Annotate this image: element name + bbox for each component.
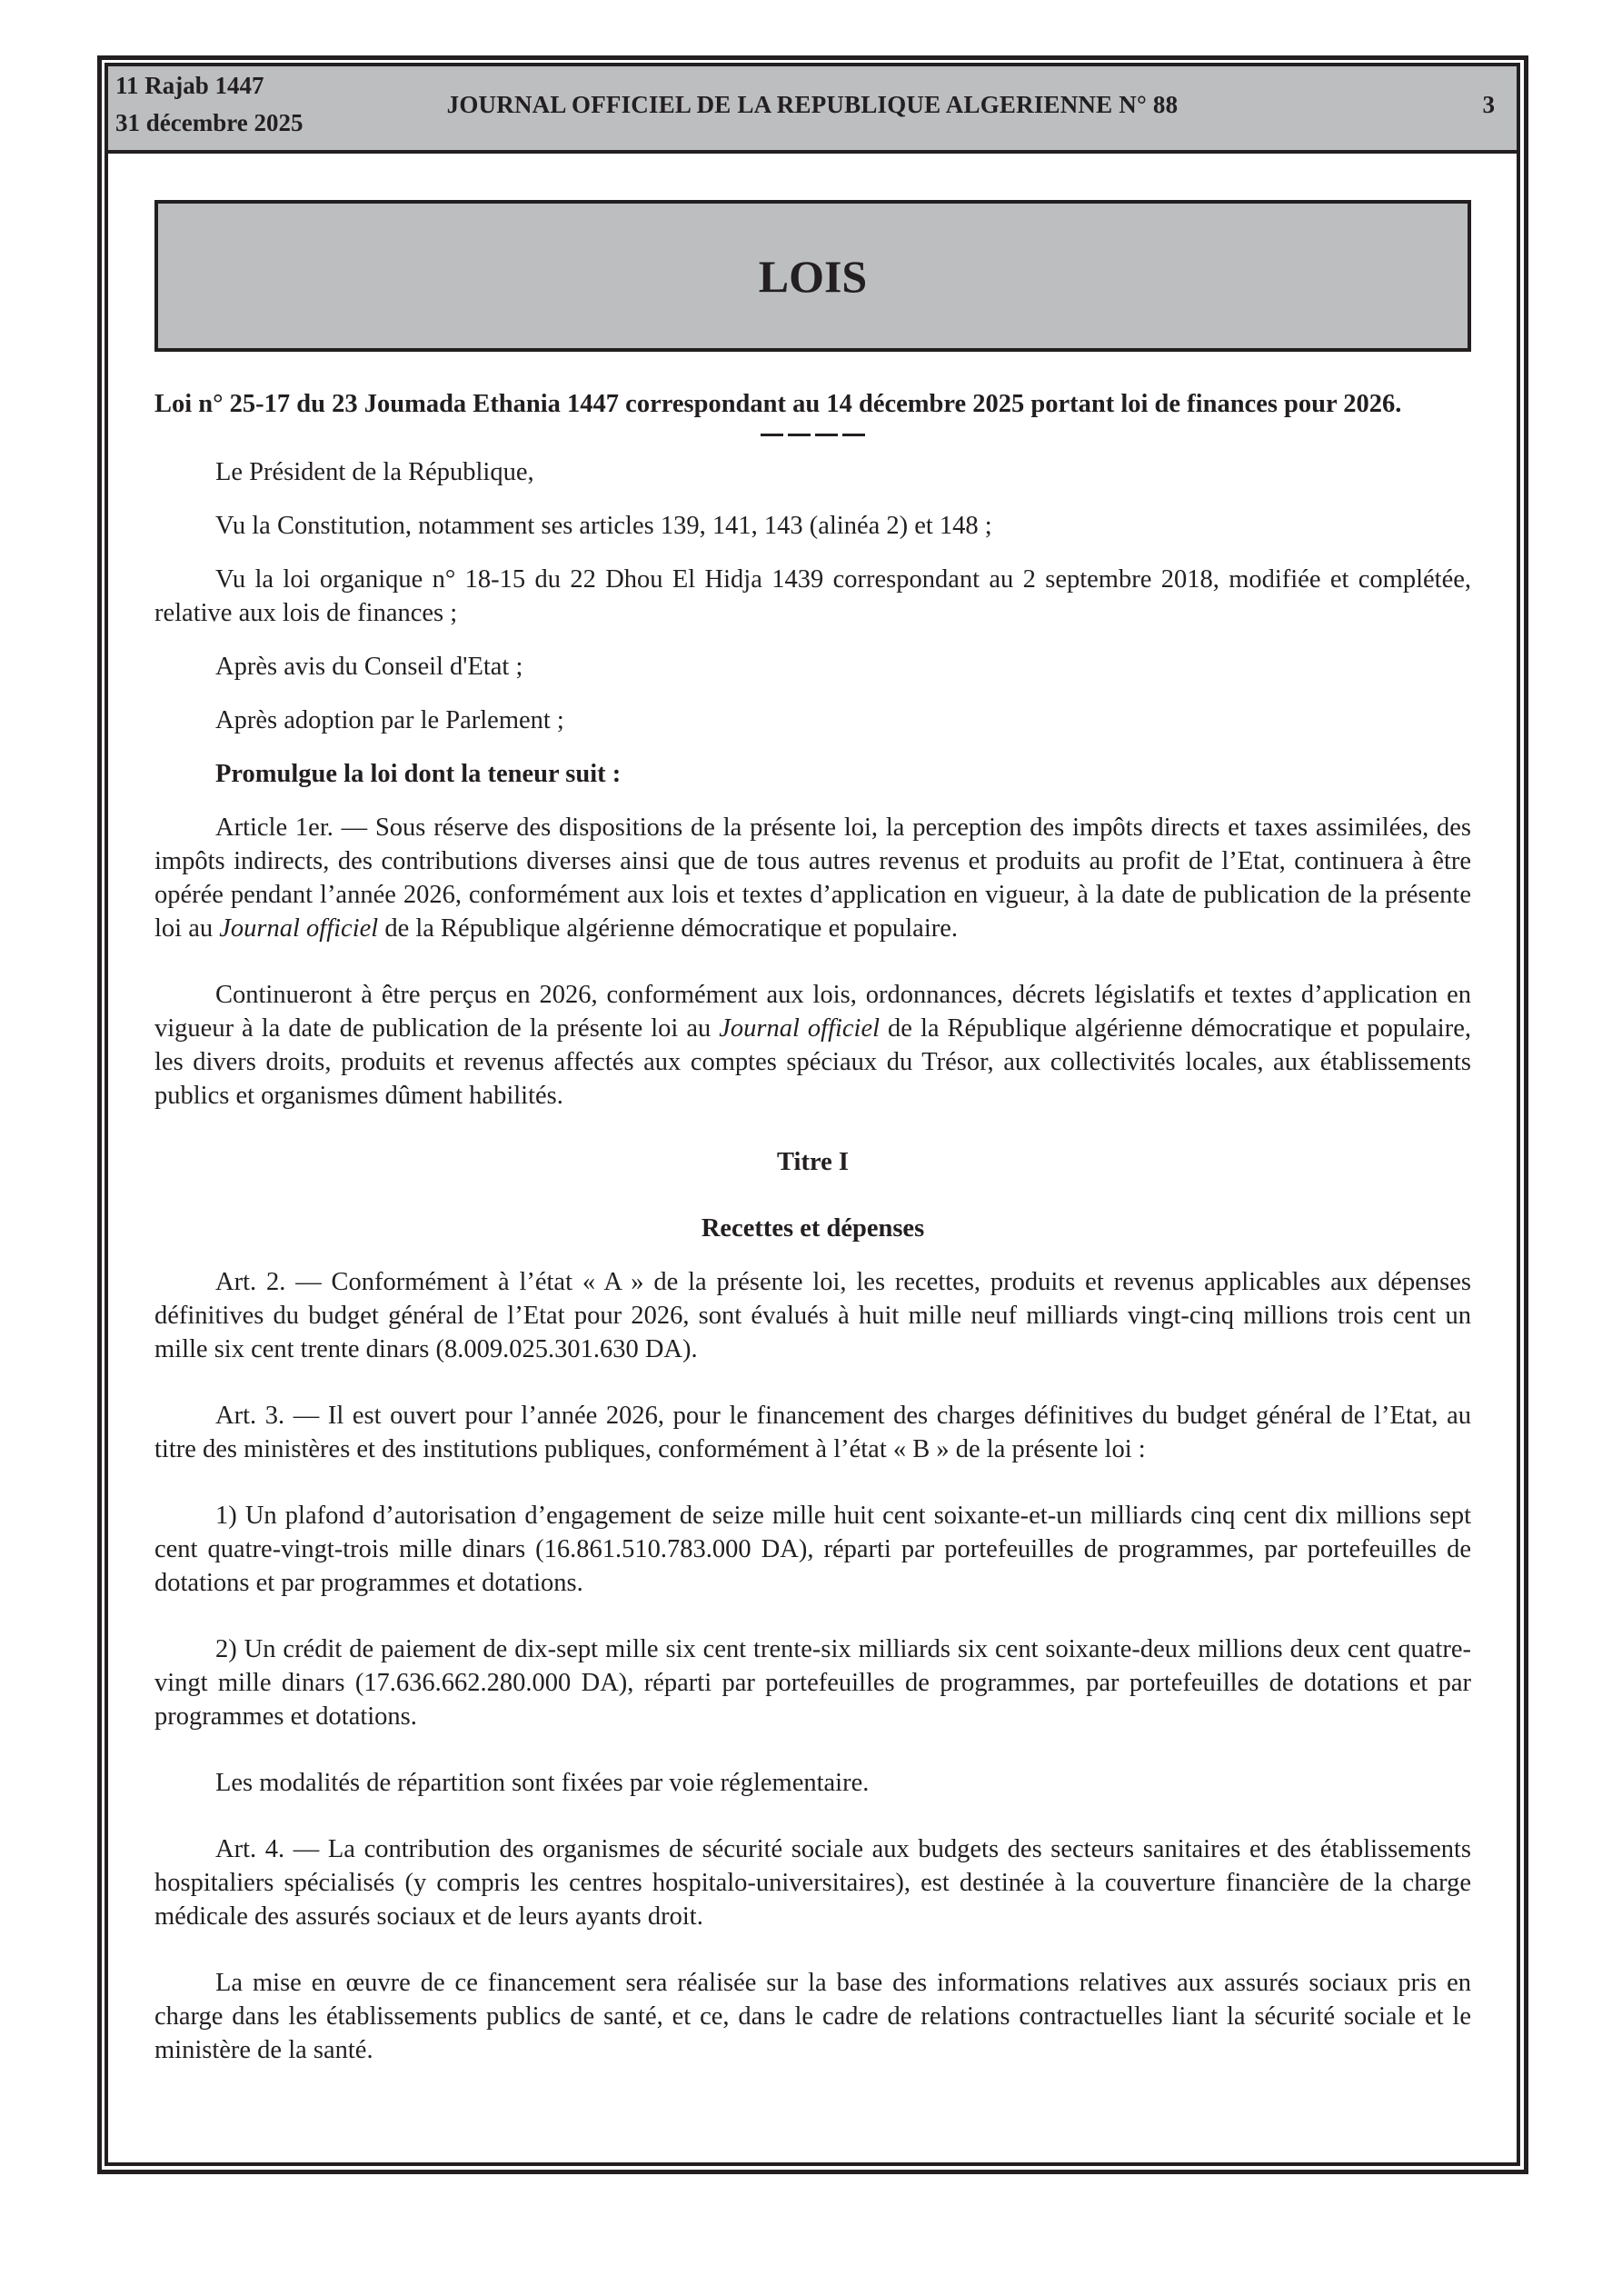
section-heading: LOIS [758, 250, 868, 302]
journal-officiel-italic: Journal officiel [219, 914, 379, 943]
journal-officiel-italic: Journal officiel [719, 1014, 881, 1043]
article-1-text: Article 1er. — Sous réserve des dispositions de la présente loi, la perception des impôts directs et taxes assimilées, des impôts indirects, des contributions diverses ainsi que de tous autres revenus et produits au profit de l’Etat, continuera à être opérée pendant l’année 2026, conformément aux lois et textes d’application en vigueur, à la date de publication de la présente loi au [154, 814, 1471, 943]
law-title: Loi n° 25-17 du 23 Joumada Ethania 1447 correspondant au 14 décembre 2025 portant loi de finances pour 2026. [154, 390, 1402, 418]
article-1-paragraph-2 [154, 978, 1471, 1113]
gregorian-date: 31 décembre 2025 [115, 109, 304, 136]
document-body [154, 387, 1471, 2067]
page-number: 3 [1482, 91, 1495, 118]
article-1-text-end: de la République algérienne démocratique et populaire. [378, 914, 959, 943]
titre-name: Recettes et dépenses [701, 1214, 925, 1243]
article-1-paragraph-1 [154, 811, 1471, 945]
article-4-paragraph-2: La mise en œuvre de ce financement sera réalisée sur la base des informations relatives aux assurés sociaux pris en charge dans les établissements publics de santé, et ce, dans le cadre de relations contractuelles liant la sécurité sociale et le ministère de la santé. [154, 1969, 1471, 2064]
preamble-president: Le Président de la République, [215, 458, 534, 486]
preamble-conseil-etat: Après avis du Conseil d'Etat ; [215, 653, 523, 681]
titre-number: Titre I [777, 1148, 849, 1176]
journal-title: JOURNAL OFFICIEL DE LA REPUBLIQUE ALGERIENNE N° 88 [446, 91, 1179, 118]
preamble-constitution: Vu la Constitution, notamment ses articles 139, 141, 143 (alinéa 2) et 148 ; [215, 512, 992, 540]
article-3-item-1: 1) Un plafond d’autorisation d’engagement de seize mille huit cent soixante-et-un milliards cinq cent dix millions sept cent quatre-vingt-trois mille dinars (16.861.510.783.000 DA), réparti par portefeuilles de programmes, par portefeuilles de dotations et par programmes et dotations. [154, 1502, 1471, 1597]
preamble-organic-law: Vu la loi organique n° 18-15 du 22 Dhou El Hidja 1439 correspondant au 2 septembre 2018, modifiée et complétée, relative aux lois de finances ; [154, 565, 1471, 627]
journal-header [108, 66, 1517, 154]
preamble-parlement: Après adoption par le Parlement ; [215, 706, 564, 734]
promulgation-formula: Promulgue la loi dont la teneur suit : [215, 760, 622, 788]
article-3-closing: Les modalités de répartition sont fixées par voie réglementaire. [215, 1769, 870, 1797]
page-inner-frame [104, 63, 1520, 2166]
article-1-p2-text-end: de la République algérienne démocratique et populaire, les divers droits, produits et revenus affectés aux comptes spéciaux du Trésor, aux collectivités locales, aux établissements publics et organismes dûment habilités. [154, 1014, 1471, 1110]
article-4-paragraph-1: Art. 4. — La contribution des organismes de sécurité sociale aux budgets des secteurs sanitaires et des établissements hospitaliers spécialisés (y compris les centres hospitalo-universitaires), est destinée à la couverture financière de la charge médicale des assurés sociaux et de leurs ayants droit. [154, 1835, 1471, 1931]
section-heading-box [154, 200, 1471, 352]
article-2: Art. 2. — Conformément à l’état « A » de la présente loi, les recettes, produits et revenus applicables aux dépenses définitives du budget général de l’Etat pour 2026, sont évalués à huit mille neuf milliards vingt-cinq millions trois cent un mille six cent trente dinars (8.009.025.301.630 DA). [154, 1268, 1471, 1363]
article-3-intro: Art. 3. — Il est ouvert pour l’année 2026, pour le financement des charges définitives du budget général de l’Etat, au titre des ministères et des institutions publiques, conformément à l’état « B » de la présente loi : [154, 1402, 1471, 1463]
title-separator [154, 434, 1471, 437]
article-3-item-2: 2) Un crédit de paiement de dix-sept mille six cent trente-six milliards six cent soixante-deux millions deux cent quatre-vingt mille dinars (17.636.662.280.000 DA), réparti par portefeuilles de programmes, par portefeuilles de dotations et par programmes et dotations. [154, 1635, 1471, 1731]
article-1-p2-text: Continueront à être perçus en 2026, conformément aux lois, ordonnances, décrets législatifs et textes d’application en vigueur à la date de publication de la présente loi au [154, 981, 1471, 1043]
hijri-date: 11 Rajab 1447 [115, 72, 264, 99]
